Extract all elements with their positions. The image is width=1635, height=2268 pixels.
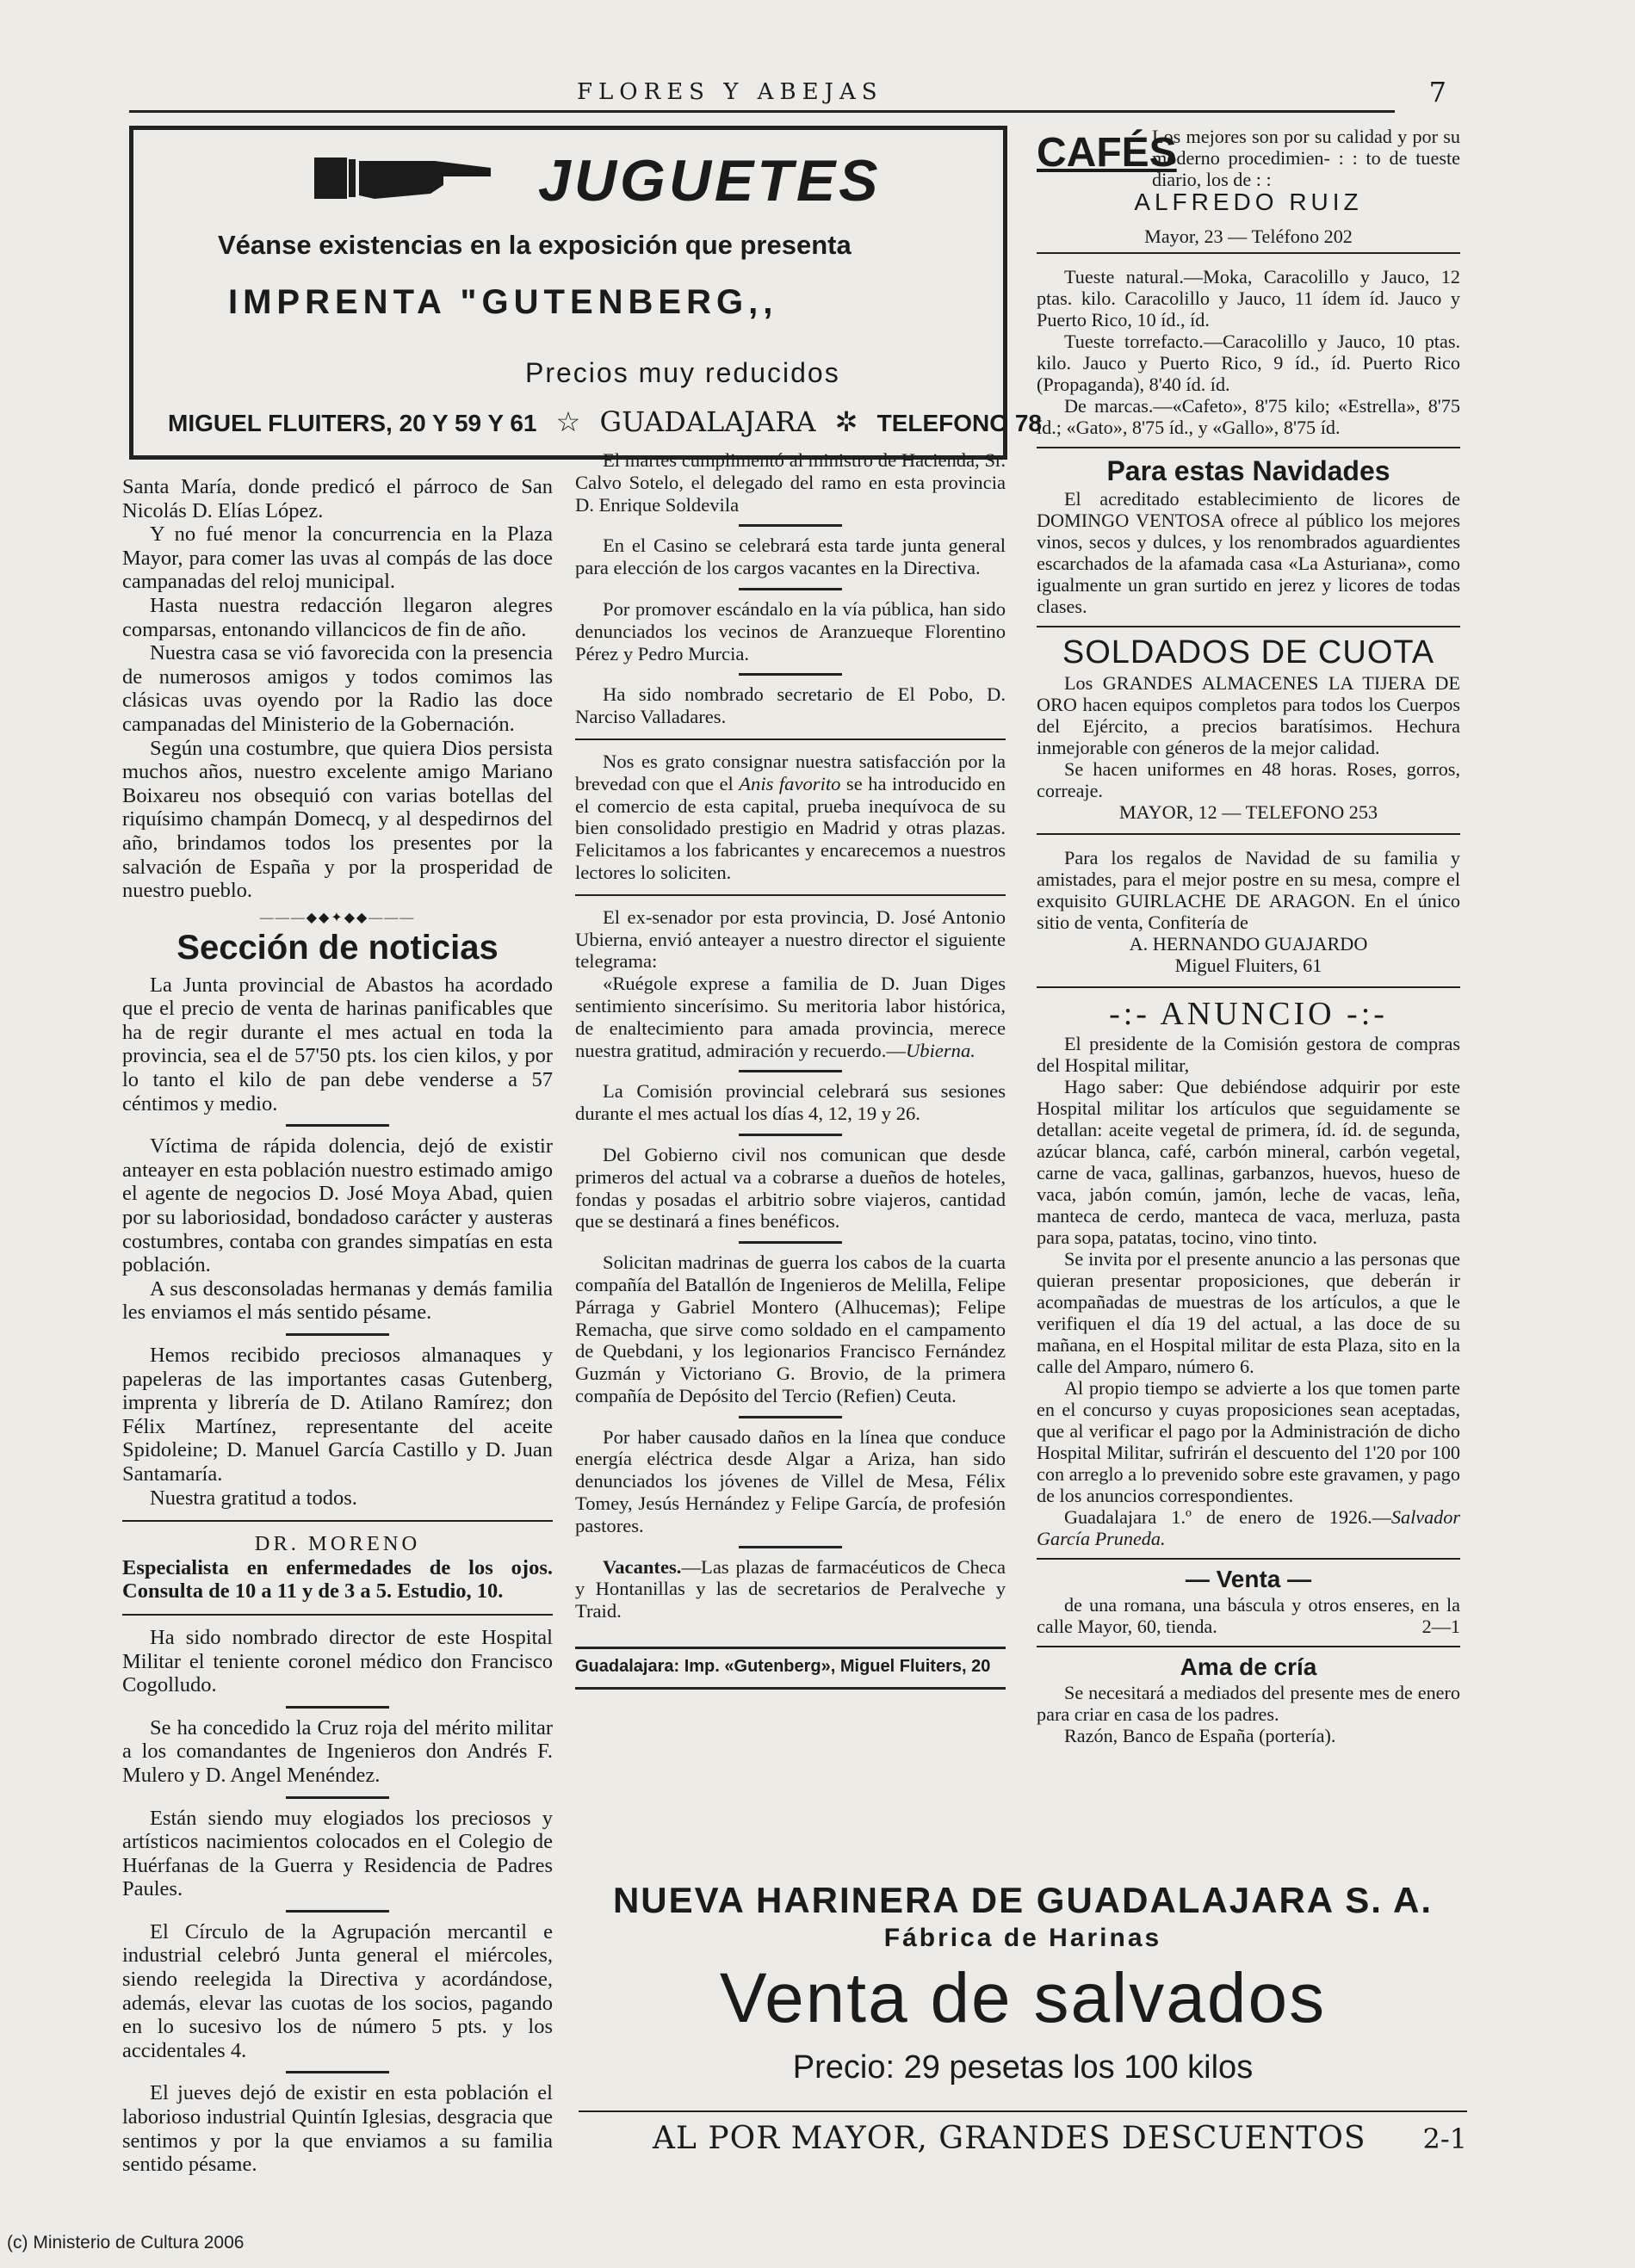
- juguetes-line1: Véanse existencias en la exposición que presenta: [218, 230, 852, 260]
- separator: [122, 1788, 553, 1807]
- news-item: Por promover escándalo en la vía pública, han sido denunciados los vecinos de Aranzueque Florentino Pérez y Pedro Murcia.: [575, 597, 1006, 664]
- separator: [122, 2062, 553, 2081]
- vacantes-label: Vacantes.: [603, 1555, 682, 1578]
- separator: [575, 1125, 1006, 1144]
- navidades-text: El acreditado establecimiento de licores de DOMINGO VENTOSA ofrece al público los mejores vinos, secos y dulces, y los renombrados aguardientes escarchados de la afamada casa «La Asturiana», como igualmente un gran surtido en jerez y licores de todas clases.: [1037, 488, 1460, 617]
- news-item: [575, 973, 1006, 1061]
- anuncio-title: -:- ANUNCIO -:-: [1109, 996, 1388, 1032]
- doctor-name: DR. MORENO: [254, 1532, 421, 1556]
- juguetes-ad: [129, 126, 1042, 460]
- rule: [1037, 447, 1460, 448]
- separator: [575, 579, 1006, 598]
- text-run: de una romana, una báscula y otros enseres, en la calle Mayor, 60, tienda.: [1037, 1594, 1460, 1637]
- cafes-intro: Los mejores son por su calidad y por su moderno procedimien- : : to de tueste diario, los de : :: [1152, 126, 1460, 190]
- column-1: [122, 475, 553, 2177]
- star-icon: ☆: [555, 405, 581, 438]
- page-number: 7: [1428, 76, 1446, 108]
- rule: [575, 894, 1006, 896]
- harinera-price: Precio: 29 pesetas los 100 kilos: [792, 2049, 1254, 2086]
- rule: [122, 1520, 553, 1522]
- article-text: Nuestra casa se vió favorecida con la presencia de numerosos amigos y todos comimos las clásicas uvas oyendo por la Radio las doce campanadas del Ministerio de la Gobernación.: [122, 641, 553, 736]
- juguetes-title: JUGUETES: [538, 148, 882, 213]
- article-text: Santa María, donde predicó el párroco de San Nicolás D. Elías López.: [122, 475, 553, 522]
- text-run: «Ruégole exprese a familia de D. Juan Diges sentimiento sincerísimo. Su meritoria labor histórica, de enaltecimiento para amada provincia, merece nuestra gratitud, admiración y recuerdo.—: [575, 973, 1006, 1061]
- signature: Ubierna.: [905, 1039, 975, 1061]
- page-header: [129, 72, 1446, 107]
- ama-title: Ama de cría: [1180, 1653, 1317, 1680]
- doctor-text: Especialista en enfermedades de los ojos. Consulta de 10 a 11 y de 3 a 5. Estudio, 10.: [122, 1555, 553, 1604]
- news-item: Hemos recibido preciosos almanaques y papeleras de las importantes casas Gutenberg, imprenta y librería de D. Atilano Ramírez; don Félix Martínez, representante del aceite Spidoleine; D. Manuel García Castillo y D. Juan Santamaría.: [122, 1344, 553, 1486]
- rule: [1037, 1646, 1460, 1647]
- harinera-footer-text: AL POR MAYOR, GRANDES DESCUENTOS: [653, 2121, 1366, 2156]
- text-run: —Las plazas de farmacéuticos de Checa y Hontanillas y las de secretarios de Peralveche y Traid.: [575, 1555, 1006, 1622]
- separator: [575, 516, 1006, 535]
- column-2: [575, 449, 1006, 1690]
- pointing-hand-icon: [314, 151, 495, 206]
- copyright-notice: (c) Ministerio de Cultura 2006: [7, 2233, 245, 2253]
- separator: [575, 1537, 1006, 1556]
- harinera-ad: [579, 1873, 1467, 2217]
- news-item: [575, 751, 1006, 884]
- juguetes-phone: TELEFONO 78: [876, 410, 1042, 436]
- rule: [1037, 986, 1460, 988]
- separator: [575, 1233, 1006, 1251]
- rule: [1037, 833, 1460, 835]
- anuncio-text: Se invita por el presente anuncio a las personas que quieran presentar proposiciones, que deberán ir acompañadas de muestras de los artículos, a que le verifiquen el día 19 del actual, a las doce de su mañana, en el Hospital militar de esta Plaza, sito en la calle del Amparo, número 6.: [1037, 1248, 1460, 1377]
- news-item: La Junta provincial de Abastos ha acordado que el precio de venta de harinas panificables que ha de regir durante el mes actual en toda la provincia, sea el de 57'50 pts. los cien kilos, y por lo tanto el kilo de pan debe venderse a 57 céntimos y medio.: [122, 973, 553, 1115]
- news-item: Nuestra gratitud a todos.: [150, 1486, 357, 1510]
- rule: [122, 1614, 553, 1616]
- cafes-address: Mayor, 23 — Teléfono 202: [1144, 226, 1353, 247]
- anuncio-text: Hago saber: Que debiéndose adquirir por este Hospital militar los artículos que seguidamente se detallan: aceite vegetal de primera, íd. íd. de segunda, azúcar blanca, café, carbón mineral, carbón vegetal, carne de vaca, gallinas, garbanzos, huevos, hueso de vaca, jabón común, jamón, leche de vacas, leña, manteca de cerdo, manteca de vaca, merluza, pasta para sopa, patatas, tocino, vino tinto.: [1037, 1076, 1460, 1248]
- text-run: Nos es grato consignar nuestra satisfacción por la brevedad con que el: [575, 750, 1006, 794]
- rule: [1037, 1558, 1460, 1560]
- article-text: Hasta nuestra redacción llegaron alegres comparsas, entonando villancicos de fin de año.: [122, 593, 553, 641]
- harinera-headline: Venta de salvados: [719, 1959, 1327, 2037]
- separator: [575, 1407, 1006, 1426]
- ad-code: 2—1: [1421, 1616, 1460, 1637]
- harinera-title: NUEVA HARINERA DE GUADALAJARA S. A.: [612, 1880, 1434, 1920]
- rule: [575, 1687, 1006, 1690]
- guirlache-owner: A. HERNANDO GUAJARDO: [1129, 933, 1368, 955]
- juguetes-address: MIGUEL FLUITERS, 20 Y 59 Y 61: [168, 410, 537, 436]
- cafes-text: De marcas.—«Cafeto», 8'75 kilo; «Estrella», 8'75 íd.; «Gato», 8'75 íd., y «Gallo», 8'75 íd.: [1037, 395, 1460, 438]
- text-run: se ha introducido en el comercio de esta capital, prueba inequívoca de su bien consolidado prestigio en Madrid y otras plazas. Felicitamos a los fabricantes y encarecemos a nuestros lectores lo soliciten.: [575, 772, 1006, 883]
- venta-text: [1037, 1594, 1460, 1637]
- news-item: Por haber causado daños en la línea que conduce energía eléctrica desde Algar a Ariza, han sido denunciados los jóvenes de Villel de Mesa, Félix Tomey, Jesús Hernández y Felipe García, de profesión pastores.: [575, 1425, 1006, 1536]
- news-item: Víctima de rápida dolencia, dejó de existir anteayer en esta población nuestro estimado amigo el agente de negocios D. José Moya Abad, quien por su laboriosidad, bondadoso carácter y austeras costumbres, contaba con grandes simpatías en esta población.: [122, 1134, 553, 1277]
- news-item: Ha sido nombrado director de este Hospital Militar el teniente coronel médico don Francisco Cogolludo.: [122, 1625, 553, 1697]
- separator: [575, 664, 1006, 683]
- newspaper-title: FLORES Y ABEJAS: [577, 79, 883, 105]
- ad-code: 2-1: [1422, 2123, 1467, 2155]
- cafes-text: Tueste torrefacto.—Caracolillo y Jauco, 10 ptas. kilo. Jauco y Puerto Rico, 9 íd., íd. Puerto Rico (Propaganda), 8'40 íd. íd.: [1037, 331, 1460, 395]
- news-item: El martes cumplimentó al ministro de Hacienda, Sr. Calvo Sotelo, el delegado del ramo en esta provincia D. Enrique Soldevila: [575, 449, 1006, 516]
- news-item: En el Casino se celebrará esta tarde junta general para elección de los cargos vacantes en la Directiva.: [575, 535, 1006, 579]
- anuncio-text: Al propio tiempo se advierte a los que tomen parte en el concurso y cuyas proposiciones sean aceptadas, que al verificar el pago por la Administración de dicho Hospital Militar, sufrirán el descuento del 1'20 por 100 con arreglo a lo prevenido sobre este gravamen, y pago de los anuncios correspondientes.: [1037, 1377, 1460, 1506]
- news-item: Están siendo muy elogiados los preciosos y artísticos nacimientos colocados en el Colegio de Huérfanas de la Guerra y Residencia de Padres Paules.: [122, 1806, 553, 1901]
- news-item: El jueves dejó de existir en esta población el laborioso industrial Quintín Iglesias, desgracia que sentimos y por la que enviamos a su familia sentido pésame.: [122, 2081, 553, 2177]
- guirlache-text: Para los regalos de Navidad de su familia y amistades, para el mejor postre en su mesa, compre el exquisito GUIRLACHE DE ARAGON. En el único sitio de venta, Confitería de: [1037, 847, 1460, 933]
- star-icon: ✲: [834, 405, 858, 438]
- soldados-title: SOLDADOS DE CUOTA: [1062, 634, 1435, 671]
- harinera-footer: [579, 2121, 1467, 2159]
- cafes-ad: [1037, 126, 1460, 222]
- article-text: Y no fué menor la concurrencia en la Plaza Mayor, para comer las uvas al compás de las doce campanadas del reloj municipal.: [122, 522, 553, 594]
- separator: [122, 1901, 553, 1920]
- soldados-text: Se hacen uniformes en 48 horas. Roses, gorros, correaje.: [1037, 758, 1460, 801]
- separator: [122, 1697, 553, 1716]
- harinera-subtitle: Fábrica de Harinas: [883, 1924, 1162, 1952]
- separator: [122, 1115, 553, 1134]
- navidades-title: Para estas Navidades: [1106, 455, 1390, 486]
- cafes-text: Tueste natural.—Moka, Caracolillo y Jauco, 12 ptas. kilo. Caracolillo y Jauco, 11 ídem íd. Jauco y Puerto Rico, 10 íd., íd.: [1037, 266, 1460, 331]
- juguetes-city: GUADALAJARA: [599, 405, 816, 438]
- news-item: Se ha concedido la Cruz roja del mérito militar a los comandantes de Ingenieros don Andrés F. Mulero y D. Angel Menéndez.: [122, 1715, 553, 1787]
- soldados-address: MAYOR, 12 — TELEFONO 253: [1118, 801, 1378, 823]
- text-run: Guadalajara 1.º de enero de 1926.—: [1064, 1506, 1391, 1528]
- rule: [1037, 252, 1460, 254]
- imprint: Guadalajara: Imp. «Gutenberg», Miguel Fluiters, 20: [575, 1657, 991, 1677]
- soldados-text: Los GRANDES ALMACENES LA TIJERA DE ORO hacen equipos completos para todos los Cuerpos del Ejército, a precios baratísimos. Hechura inmejorable con géneros de la mejor calidad.: [1037, 672, 1460, 758]
- news-item: Ha sido nombrado secretario de El Pobo, D. Narciso Valladares.: [575, 683, 1006, 728]
- rule: [1037, 626, 1460, 627]
- anuncio-date: [1037, 1506, 1460, 1549]
- separator: [122, 1325, 553, 1344]
- separator: [575, 1061, 1006, 1080]
- venta-title: — Venta —: [1185, 1566, 1312, 1592]
- signature: Salvador García Pruneda.: [1037, 1506, 1460, 1549]
- news-item: El Círculo de la Agrupación mercantil e industrial celebró Junta general el miércoles, siendo reelegida la Directiva y acordándose, además, elevar las cuotas de los socios, pagando en lo sucesivo los de número 5 pts. y los accidentales 4.: [122, 1919, 553, 2062]
- news-item: El ex-senador por esta provincia, D. José Antonio Ubierna, envió anteayer a nuestro director el siguiente telegrama:: [575, 905, 1006, 973]
- ornament-divider: ———◆◆✦◆◆———: [259, 910, 416, 925]
- juguetes-line2: IMPRENTA "GUTENBERG,,: [228, 283, 778, 321]
- news-item: [575, 1556, 1006, 1622]
- juguetes-line3: Precios muy reducidos: [525, 357, 840, 388]
- news-item: La Comisión provincial celebrará sus sesiones durante el mes actual los días 4, 12, 19 y 26.: [575, 1080, 1006, 1125]
- news-item: Del Gobierno civil nos comunican que desde primeros del actual va a cobrarse a dueños de hoteles, fondas y posadas el arbitrio sobre viajeros, cantidad que se destinará a fines benéficos.: [575, 1143, 1006, 1233]
- column-3: [1037, 126, 1460, 1746]
- anuncio-text: El presidente de la Comisión gestora de compras del Hospital militar,: [1037, 1033, 1460, 1076]
- header-rule: [129, 110, 1395, 113]
- rule: [575, 1647, 1006, 1649]
- section-title: Sección de noticias: [177, 928, 499, 967]
- rule: [575, 738, 1006, 740]
- cafes-owner: ALFREDO RUIZ: [1134, 188, 1363, 215]
- brand-name: Anis favorito: [739, 772, 841, 794]
- ama-text: Se necesitará a mediados del presente mes de enero para criar en casa de los padres.: [1037, 1682, 1460, 1725]
- news-item: Solicitan madrinas de guerra los cabos de la cuarta compañía del Batallón de Ingenieros de Melilla, Felipe Párraga y Gabriel Montero (Alhucemas); Felipe Remacha, que sirve como soldado en el campamento de Quebdani, y los legionarios Francisco Fernández Guzmán y Victoriano G. Brovio, de la primera compañía de Depósito del Tercio (Refien) Ceuta.: [575, 1251, 1006, 1406]
- ama-text: Razón, Banco de España (portería).: [1064, 1725, 1336, 1746]
- rule: [579, 2110, 1467, 2112]
- article-text: Según una costumbre, que quiera Dios persista muchos años, nuestro excelente amigo Mariano Boixareu nos obsequió con varias botellas del riquísimo champán Domecq, y al despedirnos del año, brindamos todos los presentes por la salvación de España y por la prosperidad de nuestro pueblo.: [122, 736, 553, 903]
- cafes-brand: CAFÉS: [1037, 130, 1177, 176]
- juguetes-footer: [168, 405, 1042, 438]
- guirlache-address: Miguel Fluiters, 61: [1174, 955, 1322, 976]
- news-item: A sus desconsoladas hermanas y demás familia les enviamos el más sentido pésame.: [122, 1276, 553, 1325]
